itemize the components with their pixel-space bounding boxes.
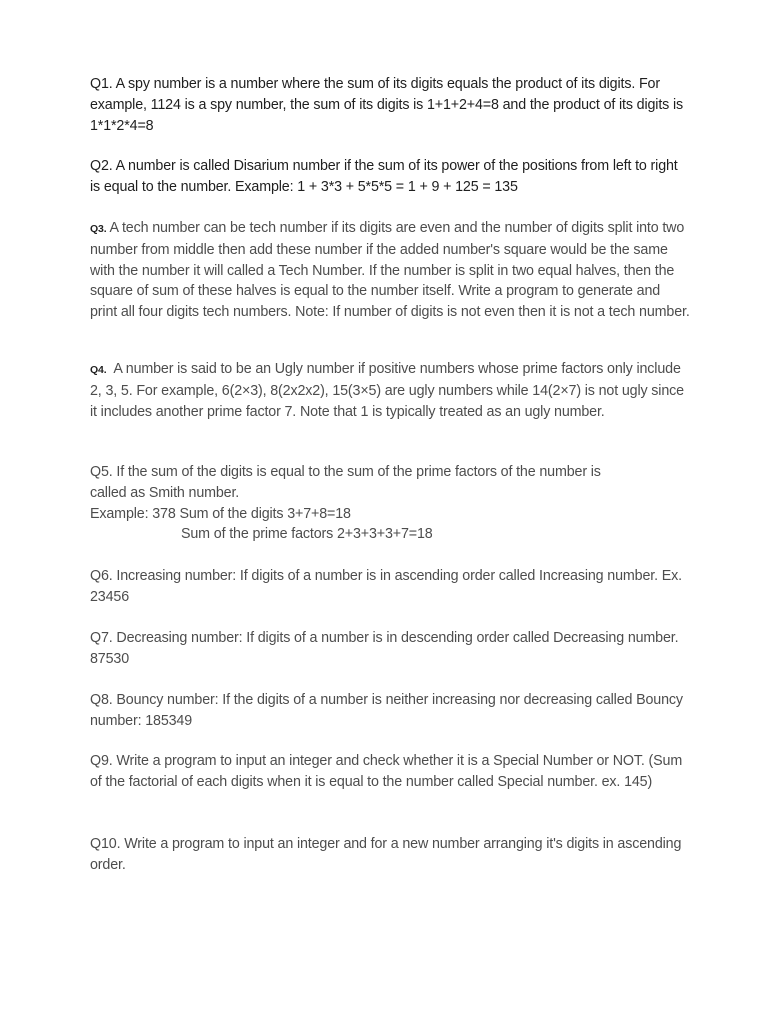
question-q6-text: Q6. Increasing number: If digits of a number is in ascending order called Increasing number. Ex. 23456 [90, 568, 682, 605]
question-q5-example-line: Example: 378 Sum of the digits 3+7+8=18 [90, 505, 351, 522]
question-q4 [90, 359, 690, 422]
question-q5-line-2: called as Smith number. [90, 484, 240, 501]
question-q7-text: Q7. Decreasing number: If digits of a number is in descending order called Decreasing number. 87530 [90, 630, 679, 667]
question-q3 [90, 218, 690, 323]
question-q9 [90, 751, 690, 793]
question-q5-prime-factors-line: Sum of the prime factors 2+3+3+3+7=18 [181, 526, 433, 543]
question-q8-text: Q8. Bouncy number: If the digits of a number is neither increasing nor decreasing called Bouncy number: 185349 [90, 692, 683, 729]
question-q10 [90, 834, 690, 876]
question-q3-tag: Q3. [90, 223, 107, 235]
question-q7 [90, 628, 690, 670]
question-q3-text: A tech number can be tech number if its digits are even and the number of digits split into two number from middle then add these number if the added number's square would be the same with the number it will called a Tech Number. If the number is split in two equal halves, then the square of sum of these halves is equal to the number itself. Write a program to generate and print all four digits tech numbers. Note: If number of digits is not even then it is not a tech number. [90, 220, 690, 321]
question-q1-text: Q1. A spy number is a number where the sum of its digits equals the product of its digits. For example, 1124 is a spy number, the sum of its digits is 1+1+2+4=8 and the product of its digits is 1*1*2*4=8 [90, 76, 684, 134]
document-page [90, 0, 690, 1024]
question-q4-text: A number is said to be an Ugly number if positive numbers whose prime factors only include 2, 3, 5. For example, 6(2×3), 8(2x2x2), 15(3×5) are ugly numbers while 14(2×7) is not ugly since it includes another prime factor 7. Note that 1 is typically treated as an ugly number. [90, 361, 684, 420]
question-q1 [90, 74, 690, 136]
question-q9-text: Q9. Write a program to input an integer and check whether it is a Special Number or NOT. (Sum of the factorial of each digits when it is equal to the number called Special number. ex. 145) [90, 753, 683, 790]
question-q2-text: Q2. A number is called Disarium number if the sum of its power of the positions from left to right is equal to the number. Example: 1 + 3*3 + 5*5*5 = 1 + 9 + 125 = 135 [90, 158, 678, 195]
question-q10-text: Q10. Write a program to input an integer and for a new number arranging it's digits in ascending order. [90, 836, 682, 873]
question-q5-line-1: Q5. If the sum of the digits is equal to the sum of the prime factors of the number is [90, 464, 601, 480]
question-q6 [90, 566, 690, 608]
question-q2 [90, 156, 690, 198]
question-q4-tag: Q4. [90, 364, 107, 376]
question-q8 [90, 690, 690, 732]
question-q5 [90, 462, 690, 545]
